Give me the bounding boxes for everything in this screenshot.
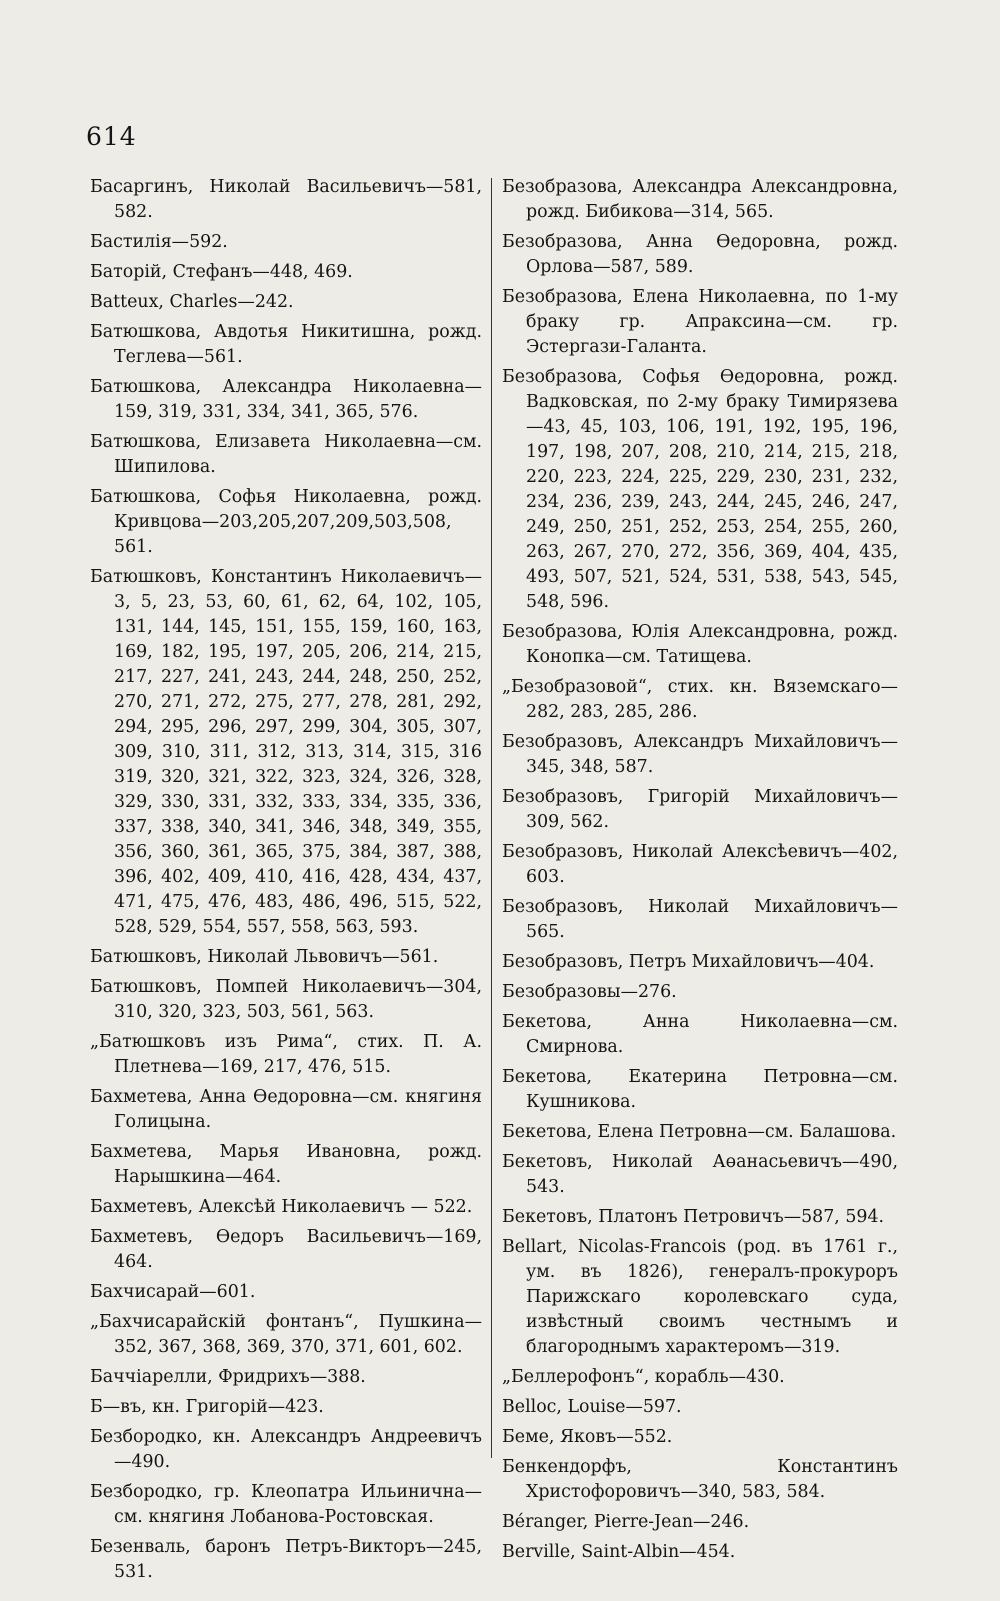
index-entry: Бастилія—592.: [90, 232, 228, 252]
index-entry: Безбородко, гр. Клеопатра Ильинична—см. княгиня Лобанова-Ростовская.: [90, 1482, 482, 1527]
column-divider: [491, 178, 492, 1458]
index-entry: Батюшкова, Софья Николаевна, рожд. Кривцова—203,205,207,209,503,508, 561.: [90, 487, 482, 557]
right-column: [502, 175, 898, 1570]
index-entry: Безбородко, кн. Александръ Андреевичъ—490.: [90, 1427, 482, 1472]
index-entry: Б—въ, кн. Григорій—423.: [90, 1397, 324, 1417]
index-entry: Батюшкова, Авдотья Никитишна, рожд. Теглева—561.: [90, 322, 482, 367]
index-entry: Berville, Saint-Albin—454.: [502, 1542, 736, 1562]
index-entry: Безобразовъ, Петръ Михайловичъ—404.: [502, 952, 875, 972]
index-entry: Безобразовъ, Александръ Михайловичъ—345, 348, 587.: [502, 732, 898, 777]
index-entry: Басаргинъ, Николай Васильевичъ—581, 582.: [90, 177, 482, 222]
index-entry: Бахметевъ, Алексѣй Николаевичъ — 522.: [90, 1197, 473, 1217]
index-entry: Бахметевъ, Өедоръ Васильевичъ—169, 464.: [90, 1227, 482, 1272]
index-entry: Безобразова, Софья Өедоровна, рожд. Вадковская, по 2-му браку Тимирязева—43, 45, 103, 106, 191, 192, 195, 196, 197, 198, 207, 208, 210, 214, 215, 218, 220, 223, 224, 225, 229, 230, 231, 232, 234, 236, 239, 243, 244, 245, 246, 247, 249, 250, 251, 252, 253, 254, 255, 260, 263, 267, 270, 272, 356, 369, 404, 435, 493, 507, 521, 524, 531, 538, 543, 545, 548, 596.: [502, 367, 898, 612]
index-entry: Батюшковъ, Николай Львовичъ—561.: [90, 947, 439, 967]
index-entry: Безобразовъ, Николай Михайловичъ—565.: [502, 897, 898, 942]
index-entry: Безенваль, баронъ Петръ-Викторъ—245, 531.: [90, 1537, 482, 1582]
index-entry: Belloc, Louise—597.: [502, 1397, 682, 1417]
index-entry: Баторій, Стефанъ—448, 469.: [90, 262, 353, 282]
index-entry: „Батюшковъ изъ Рима“, стих. П. А. Плетнева—169, 217, 476, 515.: [90, 1032, 482, 1077]
index-entry: Батюшкова, Александра Николаевна—159, 319, 331, 334, 341, 365, 576.: [90, 377, 482, 422]
index-entry: Безобразовъ, Григорій Михайловичъ—309, 562.: [502, 787, 898, 832]
index-entry: Бахметева, Анна Өедоровна—см. княгиня Голицына.: [90, 1087, 482, 1132]
index-entry: Безобразова, Юлія Александровна, рожд. Конопка—см. Татищева.: [502, 622, 898, 667]
index-entry: Безобразова, Александра Александровна, рожд. Бибикова—314, 565.: [502, 177, 898, 222]
index-entry: Безобразовъ, Николай Алексѣевичъ—402, 603.: [502, 842, 898, 887]
index-entry: Бахчисарай—601.: [90, 1282, 256, 1302]
left-column: [90, 175, 482, 1590]
index-entry: Бекетовъ, Николай Аөанасьевичъ—490, 543.: [502, 1152, 898, 1197]
index-entry: „Бахчисарайскій фонтанъ“, Пушкина—352, 367, 368, 369, 370, 371, 601, 602.: [90, 1312, 482, 1357]
index-entry: Безобразовы—276.: [502, 982, 677, 1002]
index-entry: Bellart, Nicolas-Francois (род. въ 1761 г., ум. въ 1826), генералъ-прокуроръ Парижскаго королевскаго суда, извѣстный своимъ честнымъ и благороднымъ характеромъ—319.: [502, 1237, 898, 1357]
index-entry: Беме, Яковъ—552.: [502, 1427, 673, 1447]
index-entry: Béranger, Pierre-Jean—246.: [502, 1512, 750, 1532]
index-entry: „Беллерофонъ“, корабль—430.: [502, 1367, 785, 1387]
index-entry: Батюшковъ, Помпей Николаевичъ—304, 310, 320, 323, 503, 561, 563.: [90, 977, 482, 1022]
index-entry: Безобразова, Анна Өедоровна, рожд. Орлова—587, 589.: [502, 232, 898, 277]
index-entry: Бахметева, Марья Ивановна, рожд. Нарышкина—464.: [90, 1142, 482, 1187]
index-entry: „Безобразовой“, стих. кн. Вяземскаго—282, 283, 285, 286.: [502, 677, 898, 722]
index-entry: Бекетовъ, Платонъ Петровичъ—587, 594.: [502, 1207, 885, 1227]
index-entry: Бекетова, Елена Петровна—см. Балашова.: [502, 1122, 897, 1142]
index-entry: Batteux, Charles—242.: [90, 292, 294, 312]
index-entry: Бекетова, Екатерина Петровна—см. Кушникова.: [502, 1067, 898, 1112]
index-entry: Баччіарелли, Фридрихъ—388.: [90, 1367, 366, 1387]
page-number: 614: [86, 122, 137, 151]
index-entry: Бекетова, Анна Николаевна—см. Смирнова.: [502, 1012, 898, 1057]
index-entry: Батюшкова, Елизавета Николаевна—см. Шипилова.: [90, 432, 482, 477]
index-entry: Бенкендорфъ, Константинъ Христофоровичъ—340, 583, 584.: [502, 1457, 898, 1502]
index-entry: Безобразова, Елена Николаевна, по 1-му браку гр. Апраксина—см. гр. Эстергази-Галанта.: [502, 287, 898, 357]
index-entry: Батюшковъ, Константинъ Николаевичъ—3, 5, 23, 53, 60, 61, 62, 64, 102, 105, 131, 144, 145, 151, 155, 159, 160, 163, 169, 182, 195, 197, 205, 206, 214, 215, 217, 227, 241, 243, 244, 248, 250, 252, 270, 271, 272, 275, 277, 278, 281, 292, 294, 295, 296, 297, 299, 304, 305, 307, 309, 310, 311, 312, 313, 314, 315, 316 319, 320, 321, 322, 323, 324, 326, 328, 329, 330, 331, 332, 333, 334, 335, 336, 337, 338, 340, 341, 346, 348, 349, 355, 356, 360, 361, 365, 375, 384, 387, 388, 396, 402, 409, 410, 416, 428, 434, 437, 471, 475, 476, 483, 486, 496, 515, 522, 528, 529, 554, 557, 558, 563, 593.: [90, 567, 482, 937]
